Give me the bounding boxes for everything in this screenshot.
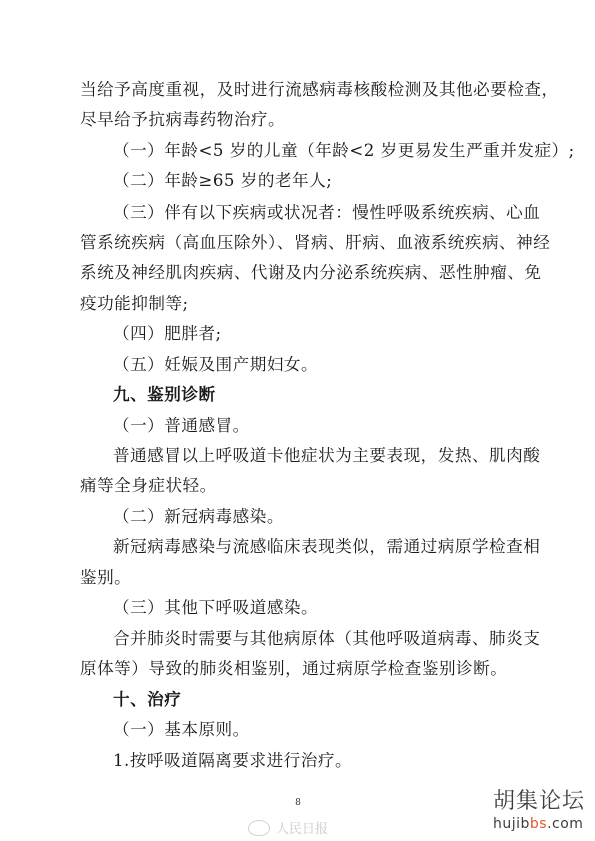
body-line: 合并肺炎时需要与其他病原体（其他呼吸道病毒、肺炎支 <box>113 629 541 648</box>
body-line: 系统及神经肌肉疾病、代谢及内分泌系统疾病、恶性肿瘤、免 <box>80 263 542 282</box>
subsection-heading: （一）普通感冒。 <box>113 416 250 435</box>
weibo-icon <box>248 820 270 836</box>
site-watermark <box>493 789 585 833</box>
site-watermark-name: 胡集论坛 <box>492 789 585 814</box>
section-heading: 十、治疗 <box>113 690 182 709</box>
source-watermark <box>248 818 328 837</box>
list-item: （二）年龄≥65 岁的老年人; <box>113 171 333 190</box>
subsection-heading: （二）新冠病毒感染。 <box>113 507 284 526</box>
list-item: （五）妊娠及围产期妇女。 <box>113 355 319 374</box>
list-item: （三）伴有以下疾病或状况者：慢性呼吸系统疾病、心血 <box>113 203 541 222</box>
site-url-prefix: hujib <box>492 816 530 832</box>
body-line: 疫功能抑制等; <box>80 294 189 313</box>
site-url-suffix: .com <box>547 816 584 832</box>
body-line: 当给予高度重视，及时进行流感病毒核酸检测及其他必要检查， <box>80 80 559 99</box>
section-heading: 九、鉴别诊断 <box>113 385 216 404</box>
subsection-heading: （一）基本原则。 <box>113 720 250 739</box>
subsection-heading: （三）其他下呼吸道感染。 <box>113 598 319 617</box>
body-line: 普通感冒以上呼吸道卡他症状为主要表现，发热、肌肉酸 <box>113 446 541 465</box>
body-line: 新冠病毒感染与流感临床表现类似，需通过病原学检查相 <box>113 537 541 556</box>
body-line: 痛等全身症状轻。 <box>80 476 217 495</box>
list-item: （一）年龄<5 岁的儿童（年龄<2 岁更易发生严重并发症）; <box>113 141 575 160</box>
body-line: 1.按呼吸道隔离要求进行治疗。 <box>113 751 353 770</box>
body-line: 管系统疾病（高血压除外）、肾病、肝病、血液系统疾病、神经 <box>80 233 551 252</box>
body-line: 鉴别。 <box>80 568 132 587</box>
page-number: 8 <box>295 798 301 808</box>
list-item: （四）肥胖者; <box>113 324 222 343</box>
source-watermark-text: 人民日报 <box>276 822 329 837</box>
body-line: 尽早给予抗病毒药物治疗。 <box>80 110 286 129</box>
body-line: 原体等）导致的肺炎相鉴别，通过病原学检查鉴别诊断。 <box>80 659 508 678</box>
site-url-accent: bs <box>529 816 548 832</box>
site-watermark-url <box>493 815 585 833</box>
